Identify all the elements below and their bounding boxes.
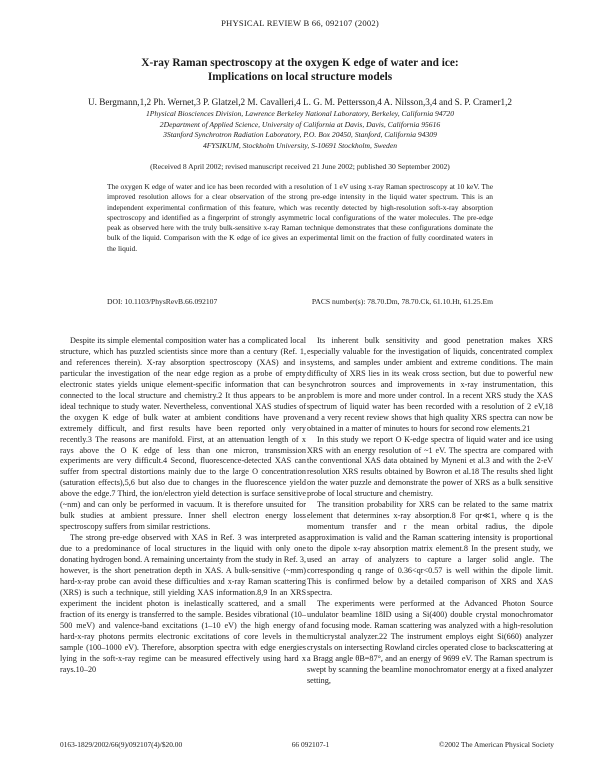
body-paragraph: Despite its simple elemental composition water has a complicated local structure, which has puzzled scientists since more than a century (Ref. 1, and references therein). X-ray absorption spectroscopy (XAS) and in particular the investigation of the near edge region as a probe of empty electronic states yields unique element-specific information that can be connected to the local structure and chemistry.2 It thus appears to be an ideal technique to study water. Nevertheless, conventional XAS studies of the oxygen K edge of bulk water at ambient conditions have proven extremely difficult, and first results have been reported only very recently.3 The reasons are manifold. First, at an attenuation length of x rays above the O K edge of less than one micron, transmission experiments are very difficult.4 Second, fluorescence-detected XAS can suffer from spectral distortions mainly due to the large O concentration (saturation effects),5,6 but also due to changes in the fluorescence yield above the edge.7 Third, the ion/electron yield detection is surface sensitive (~nm) and can only be performed in vacuum. It is therefore unsuited for bulk studies at ambient pressure. Inner shell electron energy loss spectroscopy suffers from similar restrictions. — [60, 336, 306, 532]
body-paragraph: Its inherent bulk sensitivity and good penetration makes XRS especially valuable for the investigation of liquids, concentrated complex systems, and samples under ambient and extreme conditions. The main difficulty of XRS lies in its weak cross section, but due to powerful new synchrotron sources and improvements in x-ray instrumentation, this problem is more and more under control. In a recent XRS study the XAS spectrum of liquid water has been recorded with a resolution of 2 eV,18 and a very recent review shows that high quality XRS spectra can now be obtained in a matter of minutes to hours for second row elements.21 — [307, 336, 553, 433]
paper-title — [40, 56, 560, 84]
abstract-text: The oxygen K edge of water and ice has been recorded with a resolution of 1 eV using x-ray Raman spectroscopy at 10 keV. The improved resolution allows for a clear observation of the strong pre-edge intensity in the liquid water spectrum. This is an independent experimental confirmation of this feature, which was recently detected by high-resolution soft-x-ray absorption spectroscopy and identified as a fingerprint of strongly asymmetric local configurations of the water molecules. The pre-edge peak as observed here with the truly bulk-sensitive x-ray Raman technique demonstrates that these configurations dominate the bulk of the liquid. Comparison with the K edge of ice gives an experimental limit on the fraction of fully coordinated waters in the liquid. — [107, 182, 493, 253]
title-line-1: X-ray Raman spectroscopy at the oxygen K edge of water and ice: — [141, 57, 459, 69]
abstract — [107, 182, 493, 254]
doi-pacs-line — [107, 297, 493, 306]
body-paragraph: The experiments were performed at the Advanced Photon Source undulator beamline 18ID using a Si(400) double crystal monochromator and focusing mode. Raman scattering was analyzed with a high-resolution multicrystal analyzer.22 The instrument employs eight Si(660) analyzer crystals on intersecting Rowland circles operated close to backscattering at a Bragg angle θB=87°, and an energy of 9699 eV. The Raman spectrum is swept by scanning the beamline monochromator energy at a fixed analyzer setting, — [307, 598, 553, 685]
title-line-2: Implications on local structure models — [207, 71, 393, 83]
affiliations — [40, 109, 560, 151]
left-column — [60, 336, 306, 676]
affiliation-2: 2Department of Applied Science, University of California at Davis, Davis, California 95616 — [159, 119, 441, 129]
body-paragraph: In this study we report O K-edge spectra of liquid water and ice using XRS with an energy resolution of ~1 eV. The spectra are compared with the conventional XAS data obtained by Myneni et al.3 and with the 2-eV resolution XRS results obtained by Bowron et al.18 The results shed light on the water puzzle and demonstrate the power of XRS as a bulk sensitive probe of local structure and chemistry. — [307, 434, 553, 499]
page-footer — [60, 740, 554, 749]
body-paragraph: The strong pre-edge observed with XAS in Ref. 3 was interpreted as due to a predominance of local structures in the liquid with only one donating hydrogen bond. A remaining uncertainty from the study in Ref. 3, however, is the short penetration depth in XAS. A bulk-sensitive (~mm) hard-x-ray probe can avoid these difficulties and x-ray Raman scattering (XRS) is such a technique, still yielding XAS information.8,9 In an XRS experiment the incident photon is inelastically scattered, and a small fraction of its energy is transferred to the sample. Besides vibrational (10–500 meV) and valence-band excitations (1–10 eV) the high energy of hard-x-ray photons permits electronic excitations of core levels in the sample (100–1000 eV). Therefore, absorption spectra with edge energies lying in the soft-x-ray regime can be measured effectively using hard x rays.10–20 — [60, 533, 306, 674]
footer-issn: 0163-1829/2002/66(9)/092107(4)/$20.00 — [60, 740, 183, 749]
running-head: PHYSICAL REVIEW B 66, 092107 (2002) — [221, 18, 379, 28]
received-dates: (Received 8 April 2002; revised manuscript received 21 June 2002; published 30 September 2002) — [150, 162, 450, 171]
affiliation-3: 3Stanford Synchrotron Radiation Laboratory, P.O. Box 20450, Stanford, California 94309 — [163, 130, 437, 140]
body-paragraph: The transition probability for XRS can be related to the same matrix element that determines x-ray absorption.8 For qr≪1, where q is the momentum transfer and r the mean orbital radius, the dipole approximation is valid and the Raman scattering intensity is proportional to the dipole x-ray absorption matrix element.8 In the present study, we used an array of analyzers to capture a larger solid angle. The corresponding q range of 0.36<qr<0.57 is well within the dipole limit. This is confirmed below by a detailed comparison of XRS and XAS spectra. — [307, 500, 553, 597]
footer-page-number: 66 092107-1 — [291, 740, 330, 749]
right-column — [307, 336, 553, 687]
affiliation-1: 1Physical Biosciences Division, Lawrence Berkeley National Laboratory, Berkeley, California 94720 — [145, 109, 455, 118]
pacs-numbers: PACS number(s): 78.70.Dm, 78.70.Ck, 61.10.Ht, 61.25.Em — [311, 297, 493, 306]
footer-copyright: ©2002 The American Physical Society — [438, 740, 554, 749]
author-list: U. Bergmann,1,2 Ph. Wernet,3 P. Glatzel,2 M. Cavalleri,4 L. G. M. Pettersson,4 A. Nilsson,3,4 and S. P. Cramer1,2 — [87, 97, 513, 107]
affiliation-4: 4FYSIKUM, Stockholm University, S-10691 Stockholm, Sweden — [202, 140, 398, 150]
doi-link[interactable]: DOI: 10.1103/PhysRevB.66.092107 — [107, 297, 218, 306]
